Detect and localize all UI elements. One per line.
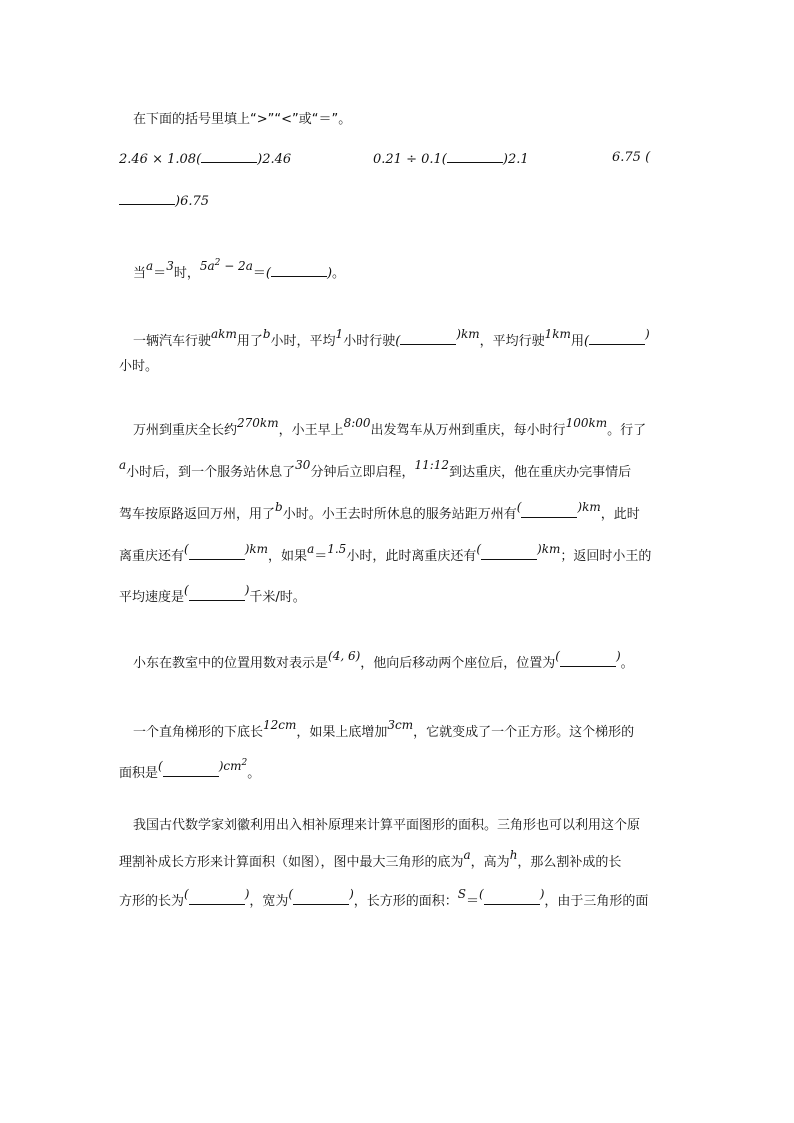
- q1-row1b: 0.21 ÷ 0.1( )2.1: [373, 148, 529, 170]
- q5-line: 小东在教室中的位置用数对表示是(4, 6)，他向后移动两个座位后，位置为( )。: [133, 649, 634, 671]
- q2-blank[interactable]: [271, 262, 327, 277]
- q1-blank-2[interactable]: [447, 148, 503, 163]
- q5-blank[interactable]: [560, 652, 616, 667]
- q1-row1: 2.46 × 1.08( )2.46: [119, 148, 291, 170]
- q1-expr-2: 0.21 ÷ 0.1: [373, 152, 442, 167]
- q1-row2: )6.75: [119, 190, 209, 212]
- q1-row1c: 6.75 (: [612, 150, 651, 165]
- q7-blank-1[interactable]: [189, 890, 245, 905]
- q7-blank-2[interactable]: [293, 890, 349, 905]
- q7-line1: 我国古代数学家刘徽利用出入相补原理来计算平面图形的面积。三角形也可以利用这个原: [133, 818, 641, 833]
- q3-blank-2[interactable]: [589, 330, 645, 345]
- q1-expr-3: 6.75: [612, 150, 641, 165]
- q1-blank-1[interactable]: [201, 148, 257, 163]
- q1-instruction: 在下面的括号里填上“>”“<”或“＝”。: [133, 112, 352, 127]
- q4-line4: 离重庆还有( )km，如果a＝1.5小时，此时离重庆还有( )km；返回时小王的: [119, 542, 652, 564]
- q6-line2: 面积是( )$cm^2$。: [119, 758, 261, 781]
- q4-blank-4[interactable]: [189, 586, 245, 601]
- q3-blank-1[interactable]: [400, 330, 456, 345]
- q6-line1: 一个直角梯形的下底长12cm，如果上底增加3cm，它就变成了一个正方形。这个梯形的: [133, 718, 635, 740]
- q3-line2: 小时。: [119, 359, 159, 374]
- q4-blank-3[interactable]: [481, 545, 537, 560]
- q4-blank-1[interactable]: [521, 503, 577, 518]
- q3-line1: 一辆汽车行驶akm用了b小时，平均1小时行驶( )km，平均行驶1km用( ): [133, 327, 650, 349]
- q4-line2: a小时后，到一个服务站休息了30分钟后立即启程，11:12到达重庆，他在重庆办完事情后: [119, 458, 632, 480]
- q4-blank-2[interactable]: [189, 545, 245, 560]
- q6-blank[interactable]: [163, 762, 219, 777]
- q4-line1: 万州到重庆全长约270km，小王早上8:00出发驾车从万州到重庆，每小时行100km。行了: [133, 416, 647, 438]
- q4-line5: 平均速度是( )千米/时。: [119, 583, 306, 605]
- q7-line2: 理割补成长方形来计算面积（如图），图中最大三角形的底为a，高为h，那么割补成的长: [119, 848, 622, 870]
- q1-expr-1: 2.46 × 1.08: [119, 152, 197, 167]
- q7-line3: 方形的长为( )，宽为( )，长方形的面积：S＝( )，由于三角形的面: [119, 887, 649, 909]
- q4-line3: 驾车按原路返回万州，用了b小时。小王去时所休息的服务站距万州有( )km，此时: [119, 500, 640, 522]
- q7-blank-3[interactable]: [484, 890, 540, 905]
- q1-blank-3[interactable]: [119, 190, 175, 205]
- q2-line: 当a＝3时，$5a^2 - 2a=$( )。: [133, 258, 346, 281]
